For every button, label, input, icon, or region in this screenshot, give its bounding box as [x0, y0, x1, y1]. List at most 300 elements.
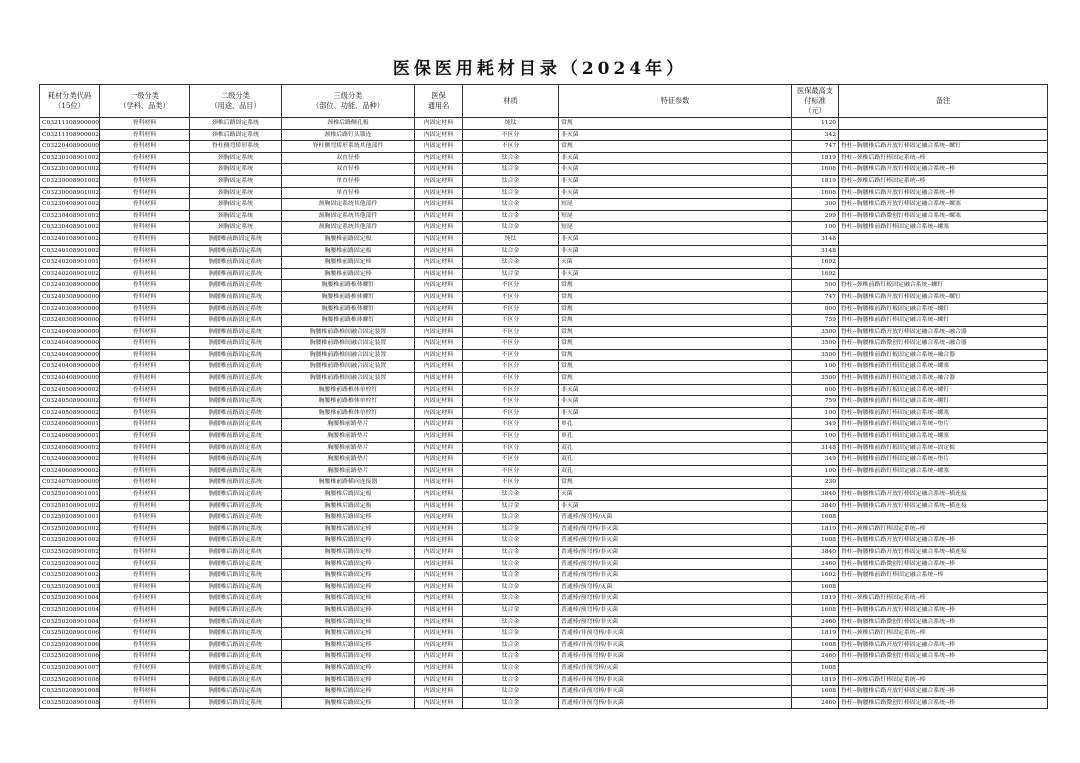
table-row	[40, 628, 1048, 640]
cell-features: 普通棒/非预弯棒/非灭菌	[559, 686, 792, 698]
cell-level1: 骨科材料	[100, 280, 190, 292]
cell-material: 不区分	[463, 303, 559, 315]
cell-level3: 胸腰椎后路固定板	[282, 500, 415, 512]
cell-level3: 胸腰椎前路椎体单栓钉	[282, 396, 415, 408]
cell-remarks: 脊柱--胸腰椎前路钉棒固定融合系统--螺塞	[839, 465, 1048, 477]
cell-level3: 胸腰椎前路椎体螺钉	[282, 303, 415, 315]
cell-generic-name: 内固定材料	[415, 141, 463, 153]
cell-generic-name: 内固定材料	[415, 512, 463, 524]
cell-features: 常规	[559, 141, 792, 153]
document-title: 医保医用耗材目录（2024年）	[392, 59, 688, 79]
cell-material: 钛合金	[463, 697, 559, 709]
cell-material: 不区分	[463, 326, 559, 338]
cell-generic-name: 内固定材料	[415, 373, 463, 385]
cell-features: 双孔	[559, 442, 792, 454]
cell-level3: 胸腰椎后路固定棒	[282, 535, 415, 547]
table-row	[40, 593, 1048, 605]
cell-material: 钛合金	[463, 222, 559, 234]
cell-max-payment: 3840	[792, 489, 839, 501]
cell-level2: 胸腰椎前路固定系统	[190, 419, 282, 431]
cell-level1: 骨科材料	[100, 431, 190, 443]
cell-features: 非灭菌	[559, 152, 792, 164]
cell-remarks: 脊柱--胸腰椎后路开放钉棒固定融合系统--棒	[839, 187, 1048, 199]
cell-max-payment: 3500	[792, 326, 839, 338]
cell-remarks: 脊柱--颈椎后路钉棒固定系统--棒	[839, 523, 1048, 535]
cell-max-payment: 2460	[792, 697, 839, 709]
cell-level2: 胸腰椎前路固定系统	[190, 431, 282, 443]
cell-code: C03230108901002	[40, 164, 100, 176]
cell-material: 不区分	[463, 477, 559, 489]
cell-generic-name: 内固定材料	[415, 315, 463, 327]
cell-level2: 脊柱侧弯矫形系统	[190, 141, 282, 153]
table-row	[40, 349, 1048, 361]
cell-level2: 胸腰椎前路固定系统	[190, 407, 282, 419]
cell-generic-name: 内固定材料	[415, 199, 463, 211]
cell-level3: 胸腰椎前路椎间融合固定装置	[282, 326, 415, 338]
cell-remarks: 脊柱--胸腰椎前路钉板固定融合系统--固定板	[839, 442, 1048, 454]
cell-remarks: 脊柱--胸腰椎前路钉棒固定融合系统--垫片	[839, 454, 1048, 466]
cell-level3: 胸腰椎前路垫片	[282, 465, 415, 477]
cell-max-payment: 100	[792, 222, 839, 234]
cell-level2: 胸腰椎后路固定系统	[190, 581, 282, 593]
cell-level1: 骨科材料	[100, 454, 190, 466]
cell-level2: 胸腰椎前路固定系统	[190, 303, 282, 315]
cell-generic-name: 内固定材料	[415, 581, 463, 593]
cell-features: 普通棒/预弯棒/非灭菌	[559, 616, 792, 628]
cell-remarks: 脊柱--胸腰椎前路钉板固定融合系统--螺钉	[839, 303, 1048, 315]
cell-remarks: 脊柱--胸腰椎前路钉棒固定融合系统--垫片	[839, 419, 1048, 431]
header-features: 特征参数	[559, 85, 792, 118]
cell-level2: 胸腰椎后路固定系统	[190, 570, 282, 582]
cell-generic-name: 内固定材料	[415, 500, 463, 512]
cell-generic-name: 内固定材料	[415, 686, 463, 698]
cell-max-payment: 3840	[792, 500, 839, 512]
cell-max-payment: 1608	[792, 187, 839, 199]
cell-level3: 胸腰椎后路固定棒	[282, 639, 415, 651]
cell-features: 普通棒/预弯棒/非灭菌	[559, 570, 792, 582]
cell-features: 非灭菌	[559, 268, 792, 280]
cell-level3: 胸腰椎后路固定棒	[282, 697, 415, 709]
cell-level1: 骨科材料	[100, 442, 190, 454]
cell-material: 纯钛	[463, 118, 559, 130]
cell-level3: 胸腰椎前路固定板	[282, 245, 415, 257]
table-row	[40, 639, 1048, 651]
cell-level1: 骨科材料	[100, 639, 190, 651]
cell-level1: 骨科材料	[100, 210, 190, 222]
cell-level1: 骨科材料	[100, 164, 190, 176]
cell-material: 钛合金	[463, 500, 559, 512]
cell-generic-name: 内固定材料	[415, 604, 463, 616]
cell-material: 钛合金	[463, 210, 559, 222]
cell-level2: 颈胸固定系统	[190, 164, 282, 176]
cell-features: 灭菌	[559, 257, 792, 269]
cell-level1: 骨科材料	[100, 315, 190, 327]
cell-remarks: 脊柱--胸腰椎后路微创钉棒固定融合系统--棒	[839, 558, 1048, 570]
cell-code: C03240408900000	[40, 373, 100, 385]
cell-level1: 骨科材料	[100, 338, 190, 350]
cell-material: 钛合金	[463, 257, 559, 269]
cell-level2: 胸腰椎后路固定系统	[190, 628, 282, 640]
cell-material: 不区分	[463, 280, 559, 292]
cell-max-payment: 1608	[792, 512, 839, 524]
cell-level2: 胸腰椎后路固定系统	[190, 512, 282, 524]
cell-code: C03250108901001	[40, 489, 100, 501]
cell-code: C03230008901002	[40, 175, 100, 187]
cell-max-payment: 3148	[792, 442, 839, 454]
cell-material: 钛合金	[463, 523, 559, 535]
cell-features: 常规	[559, 373, 792, 385]
cell-level2: 胸腰椎后路固定系统	[190, 686, 282, 698]
cell-material: 不区分	[463, 431, 559, 443]
cell-material: 不区分	[463, 384, 559, 396]
cell-level3: 胸腰椎前路固定板	[282, 233, 415, 245]
cell-code: C03240408900000	[40, 338, 100, 350]
cell-generic-name: 内固定材料	[415, 268, 463, 280]
cell-remarks: 脊柱--颈椎后路钉棒固定系统--棒	[839, 175, 1048, 187]
cell-level1: 骨科材料	[100, 512, 190, 524]
cell-material: 钛合金	[463, 546, 559, 558]
cell-max-payment: 1819	[792, 152, 839, 164]
cell-features: 非灭菌	[559, 245, 792, 257]
cell-generic-name: 内固定材料	[415, 338, 463, 350]
cell-code: C03250208901008	[40, 674, 100, 686]
cell-max-payment: 747	[792, 141, 839, 153]
cell-features: 普通棒/非预弯棒/非灭菌	[559, 651, 792, 663]
cell-features: 常规	[559, 291, 792, 303]
cell-generic-name: 内固定材料	[415, 419, 463, 431]
cell-generic-name: 内固定材料	[415, 349, 463, 361]
table-row	[40, 686, 1048, 698]
cell-material: 钛合金	[463, 199, 559, 211]
cell-code: C03211108900002	[40, 129, 100, 141]
cell-features: 非灭菌	[559, 500, 792, 512]
table-row	[40, 616, 1048, 628]
cell-generic-name: 内固定材料	[415, 616, 463, 628]
cell-generic-name: 内固定材料	[415, 222, 463, 234]
cell-level2: 颈胸固定系统	[190, 152, 282, 164]
cell-code: C03250208901004	[40, 593, 100, 605]
cell-code: C03220408900000	[40, 141, 100, 153]
cell-features: 非灭菌	[559, 187, 792, 199]
cell-generic-name: 内固定材料	[415, 546, 463, 558]
cell-code: C03250208901008	[40, 686, 100, 698]
cell-max-payment: 3148	[792, 245, 839, 257]
cell-max-payment: 100	[792, 361, 839, 373]
cell-level1: 骨科材料	[100, 373, 190, 385]
cell-level2: 颈椎后路固定系统	[190, 129, 282, 141]
cell-remarks: 脊柱--颈椎后路钉棒固定系统--棒	[839, 152, 1048, 164]
table-row	[40, 581, 1048, 593]
cell-level1: 骨科材料	[100, 465, 190, 477]
cell-max-payment: 300	[792, 199, 839, 211]
cell-max-payment: 3500	[792, 338, 839, 350]
cell-remarks: 脊柱--胸腰椎后路开放钉棒固定融合系统--棒	[839, 686, 1048, 698]
table-row	[40, 431, 1048, 443]
cell-remarks	[839, 268, 1048, 280]
cell-level1: 骨科材料	[100, 535, 190, 547]
cell-code: C03250208901002	[40, 523, 100, 535]
cell-level1: 骨科材料	[100, 593, 190, 605]
cell-level3: 胸腰椎前路垫片	[282, 442, 415, 454]
cell-generic-name: 内固定材料	[415, 442, 463, 454]
cell-level3: 胸腰椎后路固定棒	[282, 581, 415, 593]
cell-level1: 骨科材料	[100, 477, 190, 489]
cell-level2: 胸腰椎后路固定系统	[190, 535, 282, 547]
cell-features: 常规	[559, 361, 792, 373]
cell-features: 普通棒/非预弯棒/非灭菌	[559, 639, 792, 651]
cell-level1: 骨科材料	[100, 291, 190, 303]
cell-features: 普通棒/预弯棒/非灭菌	[559, 593, 792, 605]
cell-level1: 骨科材料	[100, 419, 190, 431]
cell-features: 普通棒/预弯棒/非灭菌	[559, 535, 792, 547]
cell-level3: 胸腰椎后路固定棒	[282, 651, 415, 663]
cell-generic-name: 内固定材料	[415, 674, 463, 686]
cell-max-payment: 3500	[792, 349, 839, 361]
table-row	[40, 477, 1048, 489]
table-row	[40, 164, 1048, 176]
cell-remarks: 脊柱--胸腰椎后路开放钉棒固定融合系统--棒	[839, 604, 1048, 616]
cell-max-payment: 342	[792, 129, 839, 141]
table-row	[40, 535, 1048, 547]
cell-code: C03240408900000	[40, 361, 100, 373]
cell-level1: 骨科材料	[100, 152, 190, 164]
cell-remarks: 脊柱--胸腰椎后路开放钉棒固定融合系统--横连接	[839, 546, 1048, 558]
cell-material: 钛合金	[463, 651, 559, 663]
cell-level3: 胸腰椎前路椎体单栓钉	[282, 384, 415, 396]
cell-generic-name: 内固定材料	[415, 454, 463, 466]
cell-remarks	[839, 118, 1048, 130]
table-row	[40, 245, 1048, 257]
cell-remarks: 脊柱--胸腰椎后路开放钉棒固定融合系统--棒	[839, 639, 1048, 651]
cell-level2: 胸腰椎后路固定系统	[190, 651, 282, 663]
cell-level3: 胸腰椎前路椎间融合固定装置	[282, 338, 415, 350]
cell-code: C03230108901002	[40, 152, 100, 164]
cell-material: 钛合金	[463, 674, 559, 686]
table-row	[40, 338, 1048, 350]
table-row	[40, 175, 1048, 187]
cell-level3: 颈胸固定系统其他部件	[282, 199, 415, 211]
cell-features: 普通棒/非预弯棒/非灭菌	[559, 697, 792, 709]
cell-code: C03250208901006	[40, 651, 100, 663]
table-row	[40, 199, 1048, 211]
cell-generic-name: 内固定材料	[415, 187, 463, 199]
header-level1: 一级分类 （学科、品类）	[100, 85, 190, 118]
cell-material: 钛合金	[463, 489, 559, 501]
table-row	[40, 326, 1048, 338]
catalog-table	[39, 84, 1048, 709]
cell-level1: 骨科材料	[100, 326, 190, 338]
cell-level3: 胸腰椎前路垫片	[282, 419, 415, 431]
cell-level1: 骨科材料	[100, 303, 190, 315]
cell-material: 不区分	[463, 361, 559, 373]
cell-level3: 胸腰椎后路固定棒	[282, 558, 415, 570]
cell-material: 钛合金	[463, 593, 559, 605]
cell-generic-name: 内固定材料	[415, 280, 463, 292]
cell-level2: 胸腰椎前路固定系统	[190, 233, 282, 245]
cell-level2: 胸腰椎后路固定系统	[190, 523, 282, 535]
header-remarks: 备注	[839, 85, 1048, 118]
cell-level1: 骨科材料	[100, 222, 190, 234]
cell-generic-name: 内固定材料	[415, 489, 463, 501]
cell-max-payment: 1120	[792, 118, 839, 130]
cell-level2: 胸腰椎后路固定系统	[190, 489, 282, 501]
cell-generic-name: 内固定材料	[415, 291, 463, 303]
cell-level1: 骨科材料	[100, 233, 190, 245]
cell-level3: 颈胸固定系统其他部件	[282, 222, 415, 234]
table-row	[40, 558, 1048, 570]
cell-material: 不区分	[463, 396, 559, 408]
cell-remarks: 脊柱--胸腰椎后路开放钉棒固定融合系统--螺钉	[839, 141, 1048, 153]
cell-features: 普通棒/预弯棒/灭菌	[559, 581, 792, 593]
table-row	[40, 396, 1048, 408]
cell-features: 常规	[559, 303, 792, 315]
cell-generic-name: 内固定材料	[415, 697, 463, 709]
cell-material: 不区分	[463, 442, 559, 454]
cell-features: 非灭菌	[559, 396, 792, 408]
cell-code: C03240608900001	[40, 419, 100, 431]
cell-level2: 胸腰椎前路固定系统	[190, 361, 282, 373]
cell-max-payment: 1608	[792, 604, 839, 616]
cell-code: C03211108900000	[40, 118, 100, 130]
cell-features: 短尾	[559, 199, 792, 211]
cell-material: 钛合金	[463, 604, 559, 616]
cell-code: C03250208901004	[40, 616, 100, 628]
cell-level1: 骨科材料	[100, 628, 190, 640]
cell-level3: 颈椎后路钉头锁连	[282, 129, 415, 141]
cell-features: 非灭菌	[559, 233, 792, 245]
cell-generic-name: 内固定材料	[415, 570, 463, 582]
cell-level1: 骨科材料	[100, 187, 190, 199]
cell-code: C03250208901002	[40, 535, 100, 547]
table-row	[40, 454, 1048, 466]
table-row	[40, 141, 1048, 153]
table-row	[40, 523, 1048, 535]
cell-max-payment: 349	[792, 454, 839, 466]
cell-features: 双孔	[559, 465, 792, 477]
cell-code: C03250208901006	[40, 639, 100, 651]
cell-level2: 胸腰椎前路固定系统	[190, 245, 282, 257]
cell-remarks: 脊柱--胸腰椎后路开放钉棒固定融合系统--横连接	[839, 489, 1048, 501]
cell-remarks: 脊柱--胸腰椎前路钉棒固定融合系统--螺钉	[839, 396, 1048, 408]
cell-generic-name: 内固定材料	[415, 651, 463, 663]
cell-generic-name: 内固定材料	[415, 245, 463, 257]
cell-max-payment: 1819	[792, 674, 839, 686]
cell-remarks: 脊柱--胸腰椎后路微创钉棒固定融合系统--棒	[839, 616, 1048, 628]
cell-material: 钛合金	[463, 570, 559, 582]
cell-remarks	[839, 477, 1048, 489]
cell-generic-name: 内固定材料	[415, 326, 463, 338]
cell-level1: 骨科材料	[100, 175, 190, 187]
cell-level3: 胸腰椎后路固定棒	[282, 628, 415, 640]
cell-generic-name: 内固定材料	[415, 152, 463, 164]
cell-max-payment: 800	[792, 303, 839, 315]
cell-level1: 骨科材料	[100, 651, 190, 663]
cell-level1: 骨科材料	[100, 257, 190, 269]
cell-code: C03250208901002	[40, 558, 100, 570]
header-level3: 三级分类 （部位、功能、品种）	[282, 85, 415, 118]
cell-material: 钛合金	[463, 268, 559, 280]
cell-remarks	[839, 245, 1048, 257]
header-material: 材质	[463, 85, 559, 118]
table-row	[40, 315, 1048, 327]
cell-max-payment: 100	[792, 465, 839, 477]
cell-code: C03230008901002	[40, 187, 100, 199]
cell-level2: 胸腰椎前路固定系统	[190, 349, 282, 361]
cell-features: 常规	[559, 280, 792, 292]
cell-level3: 颈椎后路侧孔板	[282, 118, 415, 130]
cell-code: C03240308900000	[40, 303, 100, 315]
cell-features: 非灭菌	[559, 407, 792, 419]
cell-material: 不区分	[463, 349, 559, 361]
cell-generic-name: 内固定材料	[415, 361, 463, 373]
cell-level2: 胸腰椎前路固定系统	[190, 384, 282, 396]
cell-level3: 胸腰椎后路固定棒	[282, 662, 415, 674]
cell-level2: 胸腰椎前路固定系统	[190, 280, 282, 292]
table-row	[40, 257, 1048, 269]
cell-features: 普通棒/预弯棒/灭菌	[559, 512, 792, 524]
cell-level1: 骨科材料	[100, 616, 190, 628]
table-row	[40, 419, 1048, 431]
cell-material: 纯钛	[463, 233, 559, 245]
cell-max-payment: 800	[792, 384, 839, 396]
cell-material: 钛合金	[463, 152, 559, 164]
cell-generic-name: 内固定材料	[415, 593, 463, 605]
cell-remarks: 脊柱--胸腰椎后路开放钉棒固定融合系统--横连接	[839, 500, 1048, 512]
cell-level2: 胸腰椎前路固定系统	[190, 326, 282, 338]
cell-max-payment: 3148	[792, 233, 839, 245]
cell-material: 不区分	[463, 465, 559, 477]
cell-remarks: 脊柱--胸腰椎前路钉棒固定融合系统--螺塞	[839, 431, 1048, 443]
cell-material: 钛合金	[463, 175, 559, 187]
cell-generic-name: 内固定材料	[415, 303, 463, 315]
cell-level1: 骨科材料	[100, 396, 190, 408]
cell-features: 普通棒/非预弯棒/非灭菌	[559, 628, 792, 640]
cell-max-payment: 230	[792, 477, 839, 489]
cell-generic-name: 内固定材料	[415, 175, 463, 187]
cell-remarks	[839, 581, 1048, 593]
cell-features: 普通棒/非预弯棒/灭菌	[559, 662, 792, 674]
cell-level3: 胸腰椎前路椎体单栓钉	[282, 407, 415, 419]
table-row	[40, 210, 1048, 222]
cell-code: C03250208901001	[40, 512, 100, 524]
cell-material: 钛合金	[463, 616, 559, 628]
cell-remarks: 脊柱--颈椎后路钉棒固定系统--棒	[839, 674, 1048, 686]
cell-level1: 骨科材料	[100, 129, 190, 141]
cell-remarks: 脊柱--胸腰椎前路钉棒固定融合系统--螺塞	[839, 222, 1048, 234]
table-row	[40, 407, 1048, 419]
cell-level2: 胸腰椎前路固定系统	[190, 257, 282, 269]
cell-level1: 骨科材料	[100, 674, 190, 686]
cell-level3: 单直径棒	[282, 187, 415, 199]
cell-max-payment: 1608	[792, 686, 839, 698]
cell-features: 常规	[559, 349, 792, 361]
cell-level3: 胸腰椎前路椎间融合固定装置	[282, 349, 415, 361]
cell-generic-name: 内固定材料	[415, 396, 463, 408]
cell-level2: 胸腰椎后路固定系统	[190, 616, 282, 628]
cell-level2: 颈椎后路固定系统	[190, 118, 282, 130]
cell-material: 钛合金	[463, 164, 559, 176]
cell-level3: 胸腰椎后路固定棒	[282, 512, 415, 524]
cell-level2: 胸腰椎后路固定系统	[190, 639, 282, 651]
cell-level3: 胸腰椎后路固定棒	[282, 616, 415, 628]
cell-code: C03240508900002	[40, 407, 100, 419]
header-generic-name: 医保 通用名	[415, 85, 463, 118]
cell-material: 不区分	[463, 373, 559, 385]
cell-level2: 颈胸固定系统	[190, 175, 282, 187]
cell-material: 钛合金	[463, 187, 559, 199]
cell-level3: 胸腰椎后路固定棒	[282, 546, 415, 558]
cell-max-payment: 2460	[792, 616, 839, 628]
